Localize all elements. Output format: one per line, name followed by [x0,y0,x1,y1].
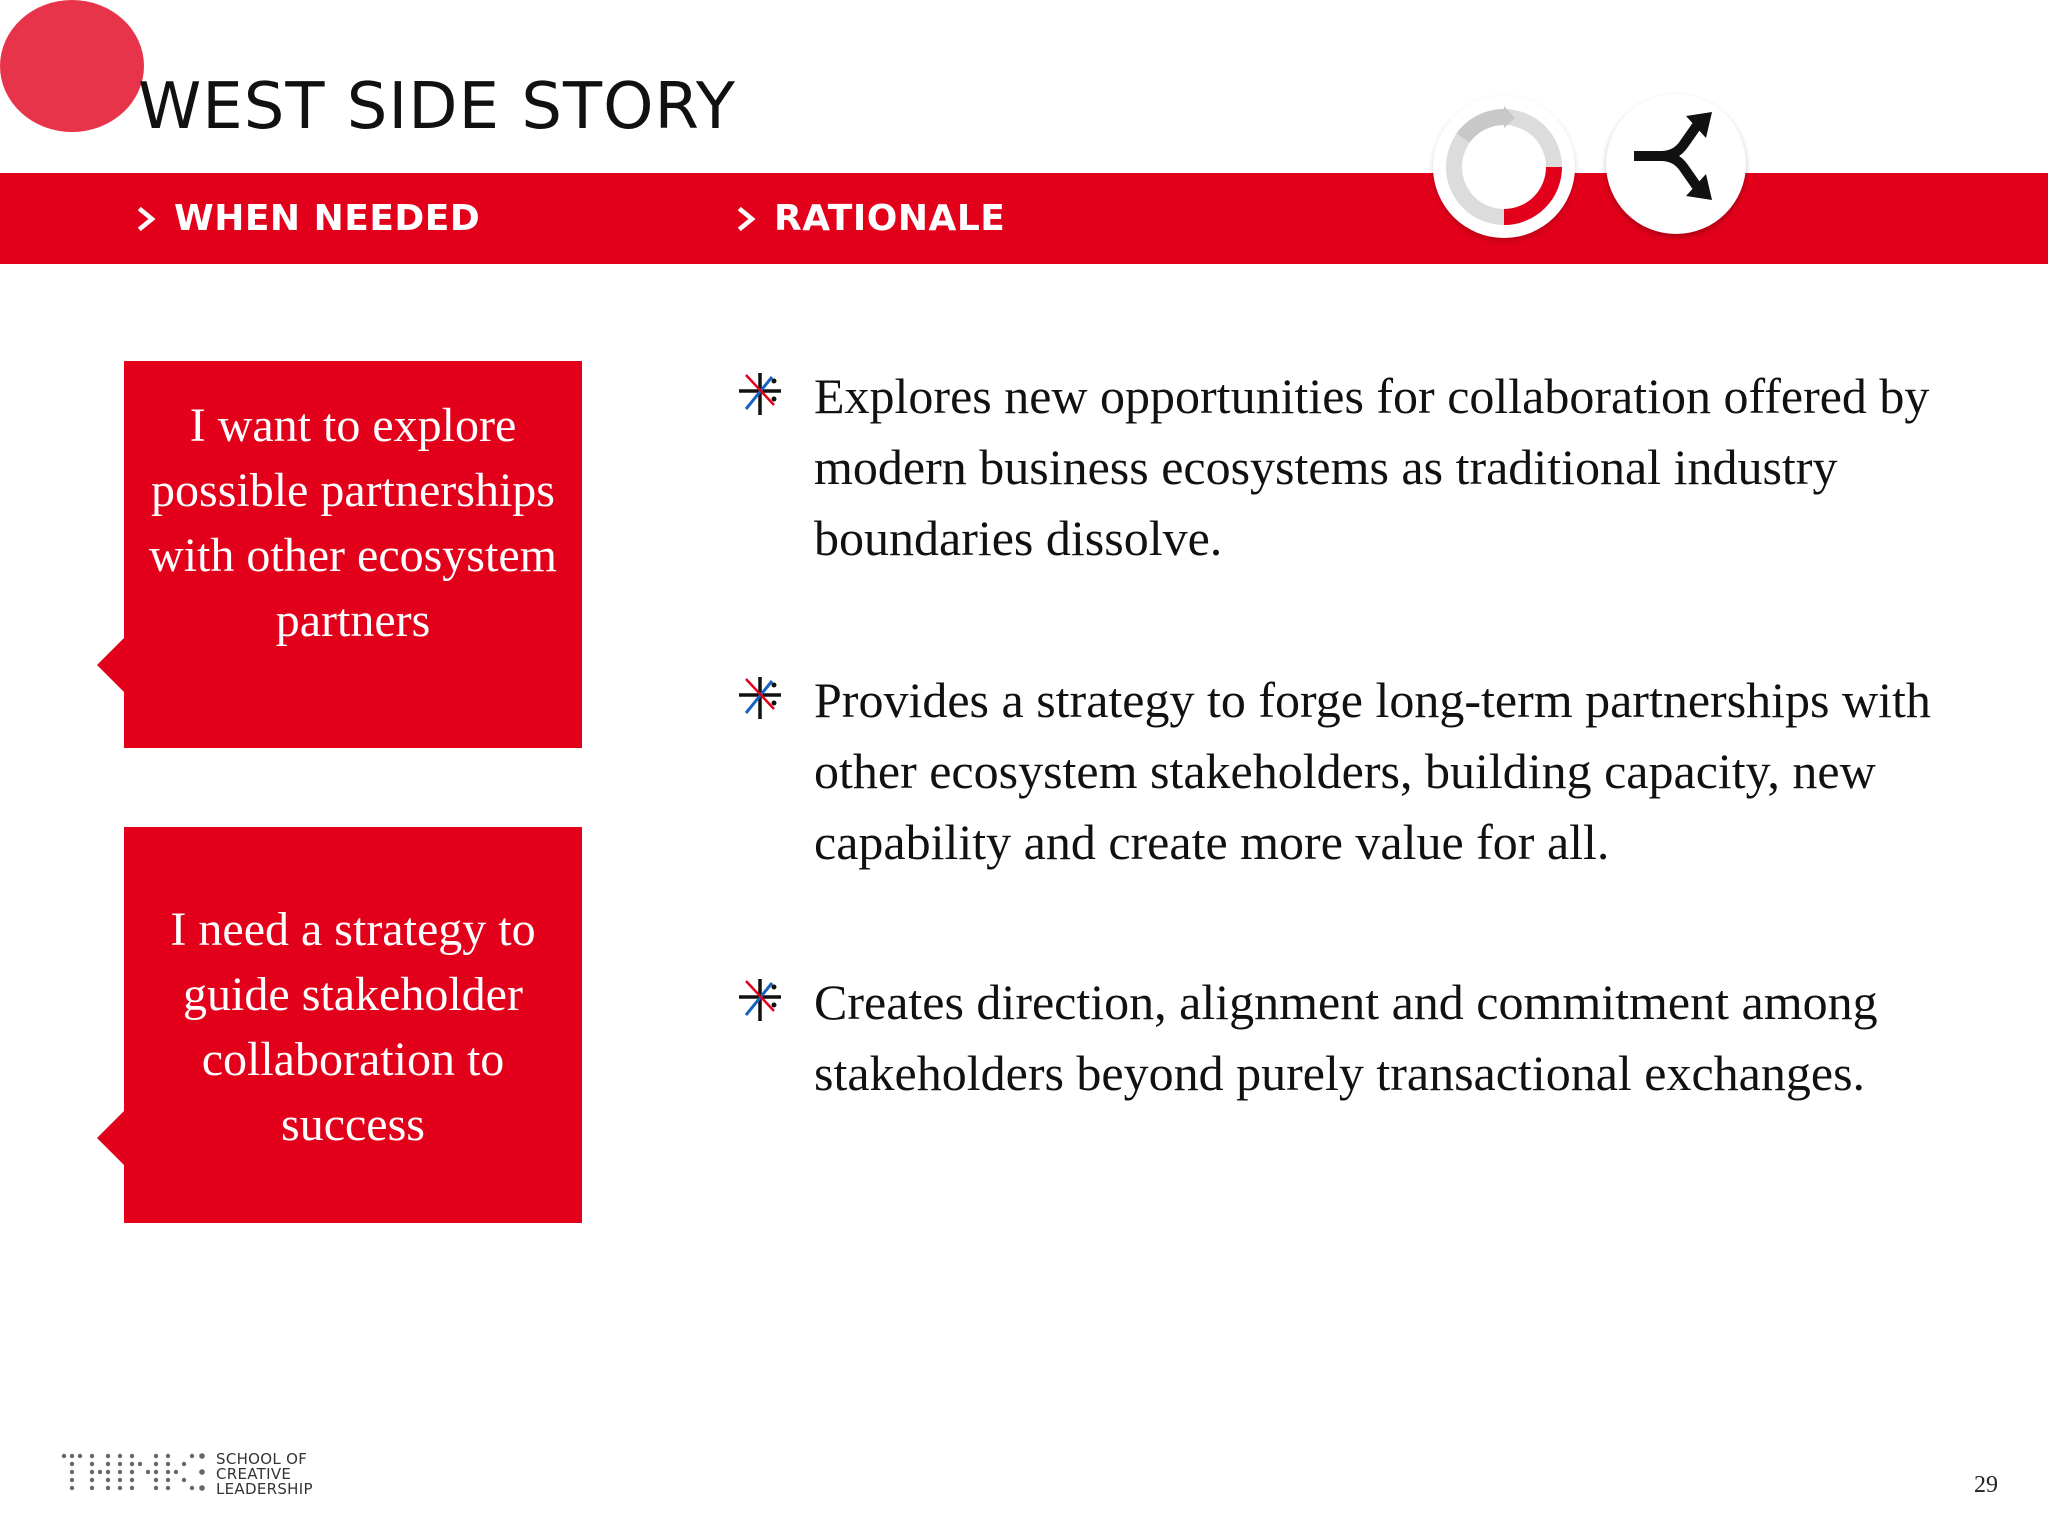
asterisk-star-icon [736,975,784,1025]
logo-line: LEADERSHIP [216,1479,313,1498]
asterisk-star-icon [736,369,784,419]
think-logo [58,1450,313,1498]
callout-box [124,827,582,1223]
slide-title: WEST SIDE STORY [138,70,736,144]
bullet-text: Explores new opportunities for collaboration offered by modern business ecosystems as traditional industry boundaries dissolve. [814,368,1930,566]
rationale-bullet [736,665,1966,878]
rationale-label: RATIONALE [774,198,1006,239]
chevron-right-icon [136,207,158,231]
cycle-progress-icon [1433,96,1575,238]
logo-line: CREATIVE [216,1464,292,1483]
callout-box [124,361,582,748]
think-logo-mark-icon [58,1450,208,1498]
callout-text: I need a strategy to guide stakeholder collaboration to success [170,903,536,1151]
chevron-right-icon [736,207,758,231]
rationale-bullet [736,967,1966,1109]
callout-text: I want to explore possible partnerships with other ecosystem partners [149,399,557,647]
when-needed-heading [136,173,480,264]
rationale-bullet [736,361,1966,574]
bullet-text: Provides a strategy to forge long-term partnerships with other ecosystem stakeholders, building capacity, new capability and create more value for all. [814,672,1931,870]
pink-circle-icon [0,0,144,132]
split-arrows-icon [1606,94,1746,234]
when-needed-label: WHEN NEEDED [174,198,481,239]
bullet-text: Creates direction, alignment and commitment among stakeholders beyond purely transactional exchanges. [814,974,1878,1101]
logo-text [216,1449,313,1498]
rationale-heading [736,173,1005,264]
asterisk-star-icon [736,673,784,723]
logo-line: SCHOOL OF [216,1449,308,1468]
page-number: 29 [1974,1472,1998,1498]
